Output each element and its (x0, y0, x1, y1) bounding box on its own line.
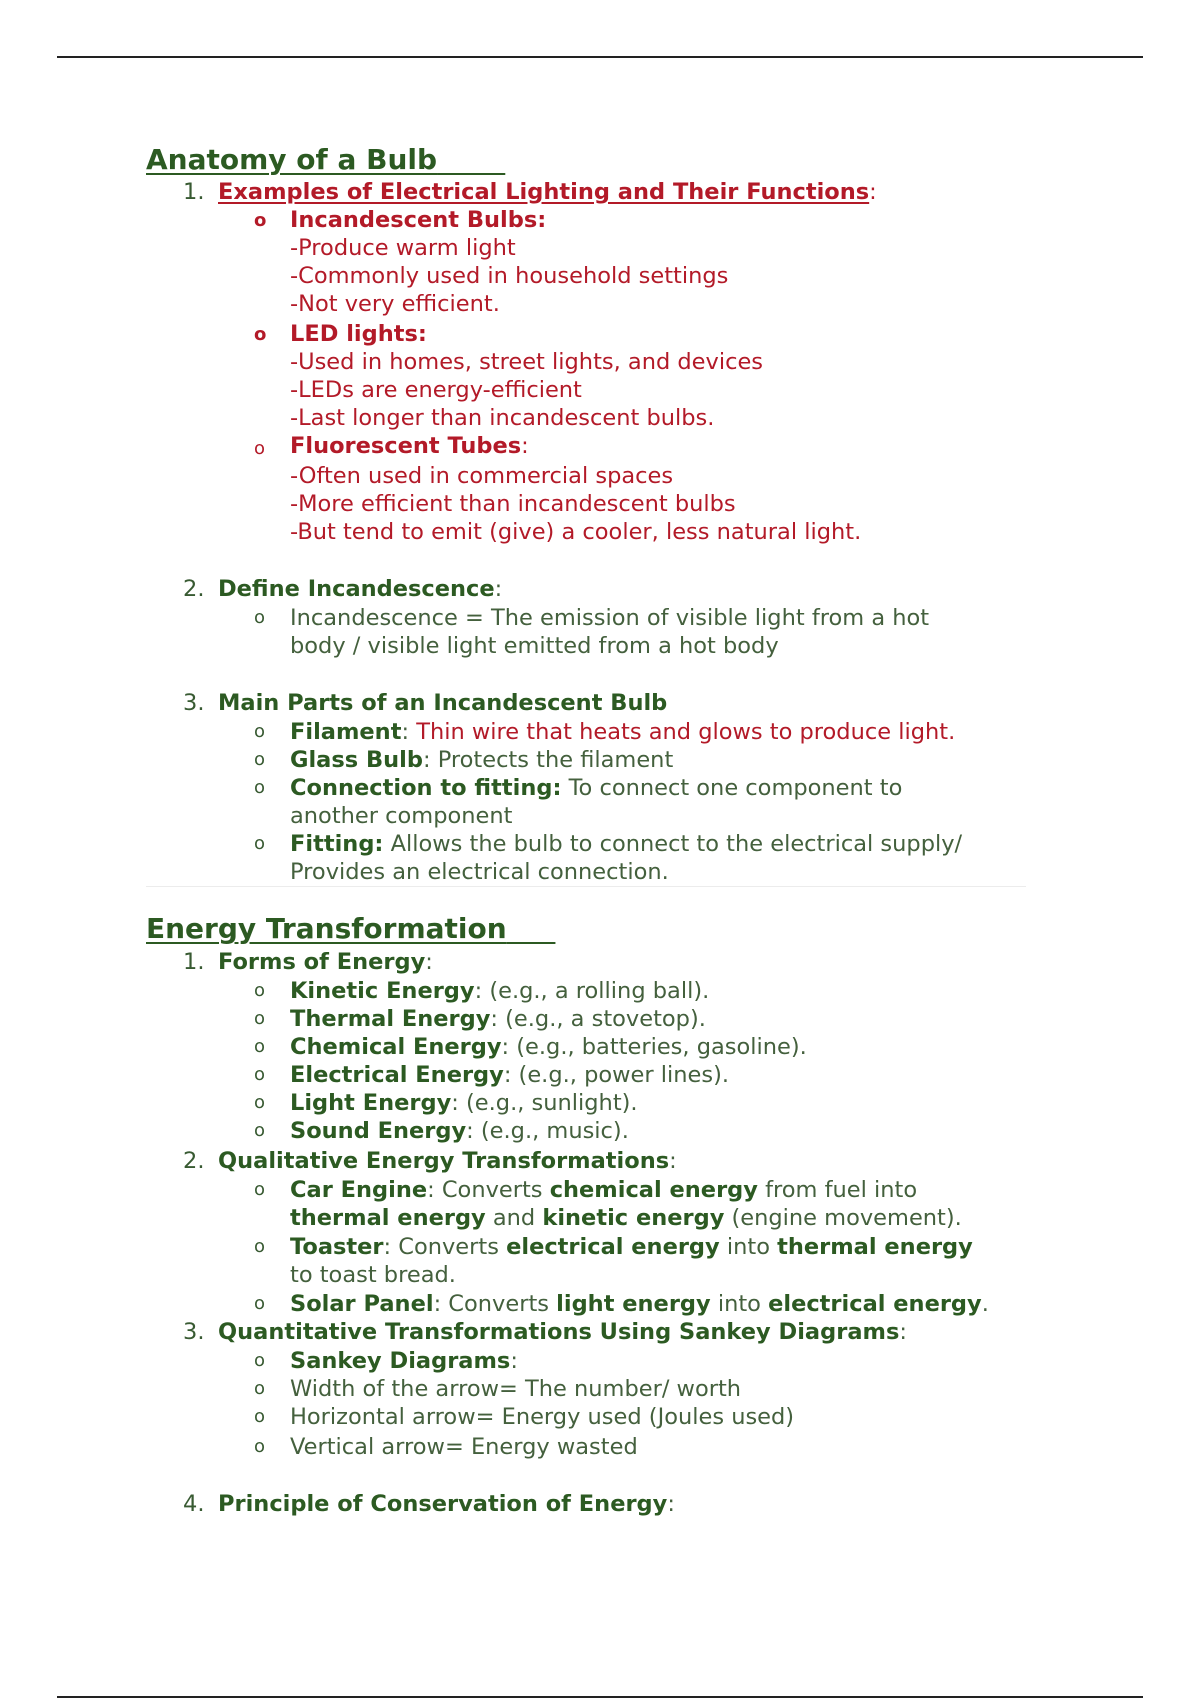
bullet-icon: o (254, 1179, 266, 1200)
transform-car-engine-cont: thermal energy and kinetic energy (engine movement). (290, 1205, 962, 1231)
bullet-icon: o (254, 1236, 266, 1257)
incandescent-line: -Not very efficient. (290, 291, 500, 317)
bullet-icon: o (254, 980, 266, 1001)
bullet-icon: o (254, 833, 266, 854)
part-connection: Connection to fitting: To connect one component to (290, 775, 903, 801)
transform-solar-panel: Solar Panel: Converts light energy into electrical energy. (290, 1291, 989, 1317)
top-rule (57, 56, 1143, 58)
list-number: 2. (183, 1148, 205, 1174)
bullet-icon: o (254, 721, 266, 742)
sankey-line: Width of the arrow= The number/ worth (290, 1376, 742, 1402)
item-title-quantitative: Quantitative Transformations Using Sankey Diagrams: (218, 1319, 907, 1345)
led-line: -Used in homes, street lights, and devices (290, 349, 764, 375)
item-title-examples: Examples of Electrical Lighting and Their Functions: (218, 179, 877, 205)
part-fitting-cont: Provides an electrical connection. (290, 859, 669, 885)
bullet-icon: o (254, 777, 266, 798)
part-fitting: Fitting: Allows the bulb to connect to the electrical supply/ (290, 831, 963, 857)
sankey-line: Vertical arrow= Energy wasted (290, 1434, 638, 1460)
item-title-conservation: Principle of Conservation of Energy: (218, 1491, 675, 1517)
bullet-icon: o (254, 1436, 266, 1457)
bullet-icon: o (254, 1064, 266, 1085)
bullet-icon: o (254, 1293, 266, 1314)
form-chemical: Chemical Energy: (e.g., batteries, gasoline). (290, 1034, 807, 1060)
fluorescent-line: -But tend to emit (give) a cooler, less natural light. (290, 519, 862, 545)
form-light: Light Energy: (e.g., sunlight). (290, 1090, 638, 1116)
fluorescent-title: Fluorescent Tubes: (290, 433, 529, 459)
list-number: 4. (183, 1491, 205, 1517)
bullet-icon: o (254, 1036, 266, 1057)
incandescent-line: -Produce warm light (290, 235, 516, 261)
section-heading-anatomy: Anatomy of a Bulb (146, 143, 438, 176)
led-title: LED lights: (290, 321, 427, 347)
list-number: 3. (183, 690, 205, 716)
sankey-title: Sankey Diagrams: (290, 1348, 518, 1374)
sankey-line: Horizontal arrow= Energy used (Joules used) (290, 1404, 795, 1430)
bullet-icon: o (254, 1350, 266, 1371)
bullet-icon: o (254, 607, 266, 628)
part-connection-cont: another component (290, 803, 513, 829)
led-line: -Last longer than incandescent bulbs. (290, 405, 715, 431)
section-divider (146, 886, 1026, 887)
list-number: 3. (183, 1319, 205, 1345)
list-number: 1. (183, 179, 205, 205)
examples-title: Examples of Electrical Lighting and Their Functions (218, 179, 870, 205)
form-sound: Sound Energy: (e.g., music). (290, 1118, 629, 1144)
section-heading-energy: Energy Transformation (146, 912, 507, 945)
bullet-icon: o (254, 324, 267, 345)
bullet-icon: o (254, 1120, 266, 1141)
item-title-forms: Forms of Energy: (218, 949, 433, 975)
definition-line: Incandescence = The emission of visible light from a hot (290, 605, 930, 631)
part-glass-bulb: Glass Bulb: Protects the filament (290, 747, 674, 773)
led-line: -LEDs are energy-efficient (290, 377, 582, 403)
bullet-icon: o (254, 1008, 266, 1029)
transform-car-engine: Car Engine: Converts chemical energy from fuel into (290, 1177, 918, 1203)
transform-toaster: Toaster: Converts electrical energy into thermal energy (290, 1234, 973, 1260)
list-number: 2. (183, 576, 205, 602)
list-item-examples (183, 178, 204, 206)
list-number: 1. (183, 949, 205, 975)
bullet-icon: o (254, 1406, 266, 1427)
bullet-icon: o (254, 1378, 266, 1399)
item-title-main-parts: Main Parts of an Incandescent Bulb (218, 690, 668, 716)
fluorescent-line: -Often used in commercial spaces (290, 463, 674, 489)
item-title-define: Define Incandescence: (218, 576, 503, 602)
fluorescent-line: -More efficient than incandescent bulbs (290, 491, 736, 517)
incandescent-line: -Commonly used in household settings (290, 263, 729, 289)
form-thermal: Thermal Energy: (e.g., a stovetop). (290, 1006, 706, 1032)
part-filament: Filament: Thin wire that heats and glows to produce light. (290, 719, 956, 745)
transform-toaster-cont: to toast bread. (290, 1262, 456, 1288)
form-kinetic: Kinetic Energy: (e.g., a rolling ball). (290, 978, 710, 1004)
form-electrical: Electrical Energy: (e.g., power lines). (290, 1062, 730, 1088)
bullet-icon: o (254, 210, 267, 231)
definition-line: body / visible light emitted from a hot body (290, 633, 779, 659)
bottom-rule (57, 1696, 1143, 1698)
item-title-qualitative: Qualitative Energy Transformations: (218, 1148, 677, 1174)
bullet-icon: o (254, 1092, 266, 1113)
incandescent-title: Incandescent Bulbs: (290, 207, 547, 233)
bullet-icon: o (254, 438, 266, 459)
bullet-icon: o (254, 749, 266, 770)
